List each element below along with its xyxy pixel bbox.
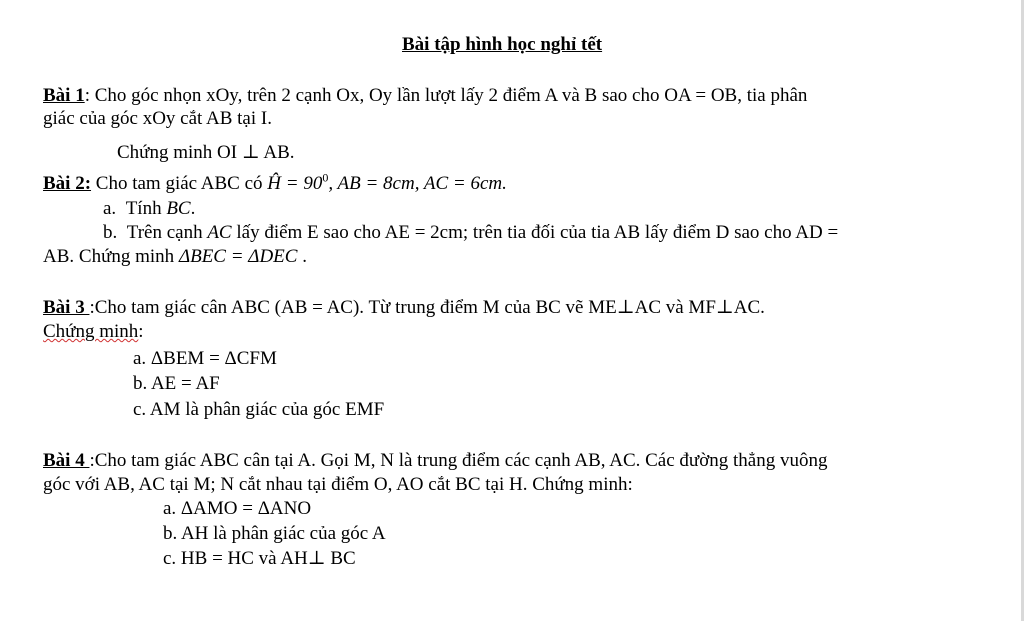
bai3-label: Bài 3	[43, 297, 90, 318]
bai2-b-var: AC	[207, 222, 232, 243]
bai2-item-b	[103, 222, 838, 244]
bai4-line2: góc với AB, AC tại M; N cắt nhau tại điểm O, AO cắt BC tại H. Chứng minh:	[43, 474, 633, 495]
bai3-text1: :Cho tam giác cân ABC (AB = AC). Từ trung điểm M của BC vẽ ME⊥AC và MF⊥AC.	[89, 297, 765, 318]
bai2-eq: = 90	[281, 173, 323, 194]
bai2-intro: Cho tam giác ABC có	[91, 173, 268, 194]
bai2-a-var: BC	[166, 198, 191, 219]
bai2-rest: , AB = 8cm, AC = 6cm.	[328, 173, 507, 194]
bai2-a-marker: a.	[103, 198, 117, 219]
bai4-item-b: b. AH là phân giác của góc A	[163, 523, 386, 544]
bai4-item-a: a. ΔAMO = ΔANO	[163, 498, 312, 519]
bai3-line1	[43, 297, 765, 319]
bai2-b2-var: ΔBEC = ΔDEC	[178, 246, 298, 267]
bai2-a-pre: Tính	[125, 198, 167, 219]
bai1-text1: : Cho góc nhọn xOy, trên 2 cạnh Ox, Oy lần lượt lấy 2 điểm A và B sao cho OA = OB, tia phân	[84, 85, 808, 106]
bai2-b-post: lấy điểm E sao cho AE = 2cm; trên tia đối của tia AB lấy điểm D sao cho AD =	[231, 222, 839, 243]
bai1-label: Bài 1	[43, 85, 85, 106]
bai2-line1	[43, 170, 507, 195]
bai4-line1	[43, 450, 827, 472]
bai2-b-pre: Trên cạnh	[126, 222, 208, 243]
bai2-item-a	[103, 198, 195, 220]
bai2-b-marker: b.	[103, 222, 118, 243]
bai2-a-post: .	[190, 198, 196, 219]
bai2-angle: Ĥ	[267, 173, 282, 194]
bai2-b2-post: .	[297, 246, 307, 267]
bai3-item-b: b. AE = AF	[133, 373, 220, 394]
bai3-item-a: a. ΔBEM = ΔCFM	[133, 348, 277, 369]
bai1-prove: Chứng minh OI ⊥ AB.	[117, 142, 295, 163]
bai2-item-b-line2	[43, 246, 307, 268]
page-title: Bài tập hình học nghỉ tết	[402, 34, 603, 55]
bai4-label: Bài 4	[43, 450, 90, 471]
bai2-b2-pre: AB. Chứng minh	[43, 246, 179, 267]
bai2-label: Bài 2:	[43, 173, 92, 194]
bai3-item-c: c. AM là phân giác của góc EMF	[133, 399, 385, 420]
bai1-line2: giác của góc xOy cắt AB tại I.	[43, 108, 272, 129]
bai4-item-c: c. HB = HC và AH⊥ BC	[163, 548, 356, 569]
bai4-text1: :Cho tam giác ABC cân tại A. Gọi M, N là trung điểm các cạnh AB, AC. Các đường thẳng vuông	[89, 450, 828, 471]
bai1-line1	[43, 85, 807, 107]
bai3-prove-colon: :	[138, 321, 144, 342]
bai3-prove	[43, 321, 144, 343]
bai3-prove-word: Chứng minh	[43, 321, 139, 342]
bai2-degree: 0	[322, 170, 329, 185]
